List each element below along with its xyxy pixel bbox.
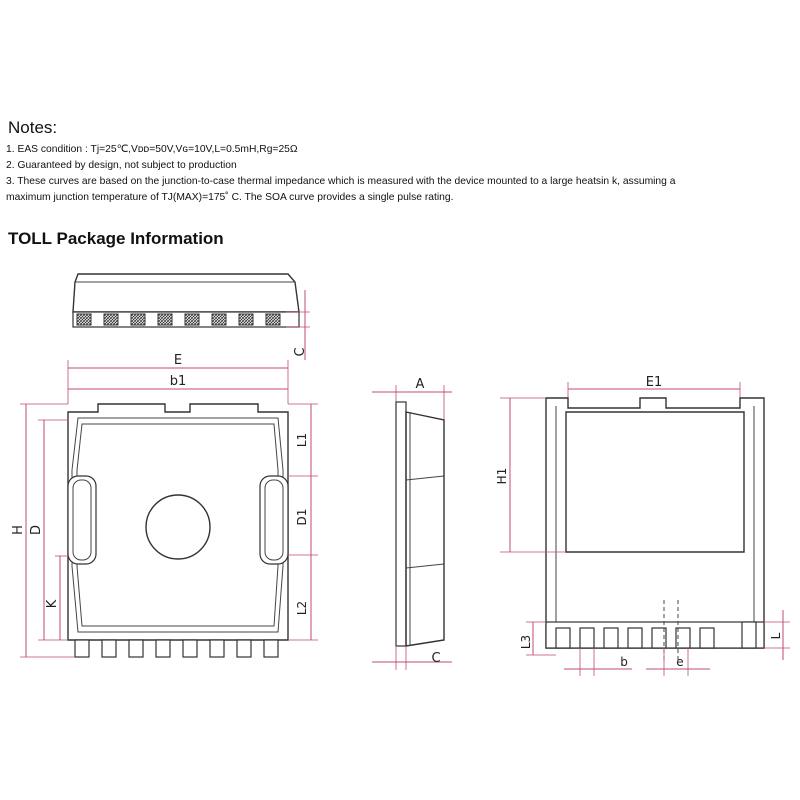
- dim-label-c-front: C: [431, 651, 441, 666]
- dim-label-h1: H1: [495, 467, 509, 485]
- top-view-leads: [75, 640, 278, 657]
- dim-label-e-pitch: e: [676, 655, 684, 669]
- dim-label-b1: b1: [169, 374, 187, 389]
- note-3-continued: maximum junction temperature of TJ(MAX)=175˚ C. The SOA curve provides a single pulse rating.: [6, 192, 454, 203]
- section-title: TOLL Package Information: [8, 229, 224, 248]
- dim-label-d1: D1: [295, 508, 309, 526]
- dim-label-h: H: [11, 525, 26, 535]
- dim-label-e: E: [173, 353, 183, 368]
- side-view: [73, 274, 310, 360]
- dim-label-l3: L3: [519, 634, 533, 650]
- note-3: 3. These curves are based on the junction-to-case thermal impedance which is measured with the device mounted to a large heatsin k, assuming a: [6, 176, 676, 187]
- dim-label-d: D: [29, 524, 44, 536]
- dim-label-c-side: C: [293, 347, 308, 357]
- dim-label-l: L: [769, 632, 783, 640]
- dim-label-l1: L1: [295, 432, 309, 448]
- dim-label-b: b: [620, 655, 628, 669]
- dim-label-k: K: [45, 599, 60, 609]
- notes-title: Notes:: [8, 118, 58, 137]
- note-1: 1. EAS condition : Tj=25℃,Vᴅᴅ=50V,Vɢ=10V,L=0.5mH,Rg=25Ω: [6, 144, 298, 155]
- note-2: 2. Guaranteed by design, not subject to production: [6, 160, 237, 171]
- bottom-view: [495, 375, 790, 676]
- dim-label-l2: L2: [295, 600, 309, 616]
- dim-label-e1: E1: [645, 375, 663, 390]
- top-view: [11, 353, 318, 657]
- dim-label-a: A: [415, 377, 425, 392]
- profile-view: [372, 377, 452, 670]
